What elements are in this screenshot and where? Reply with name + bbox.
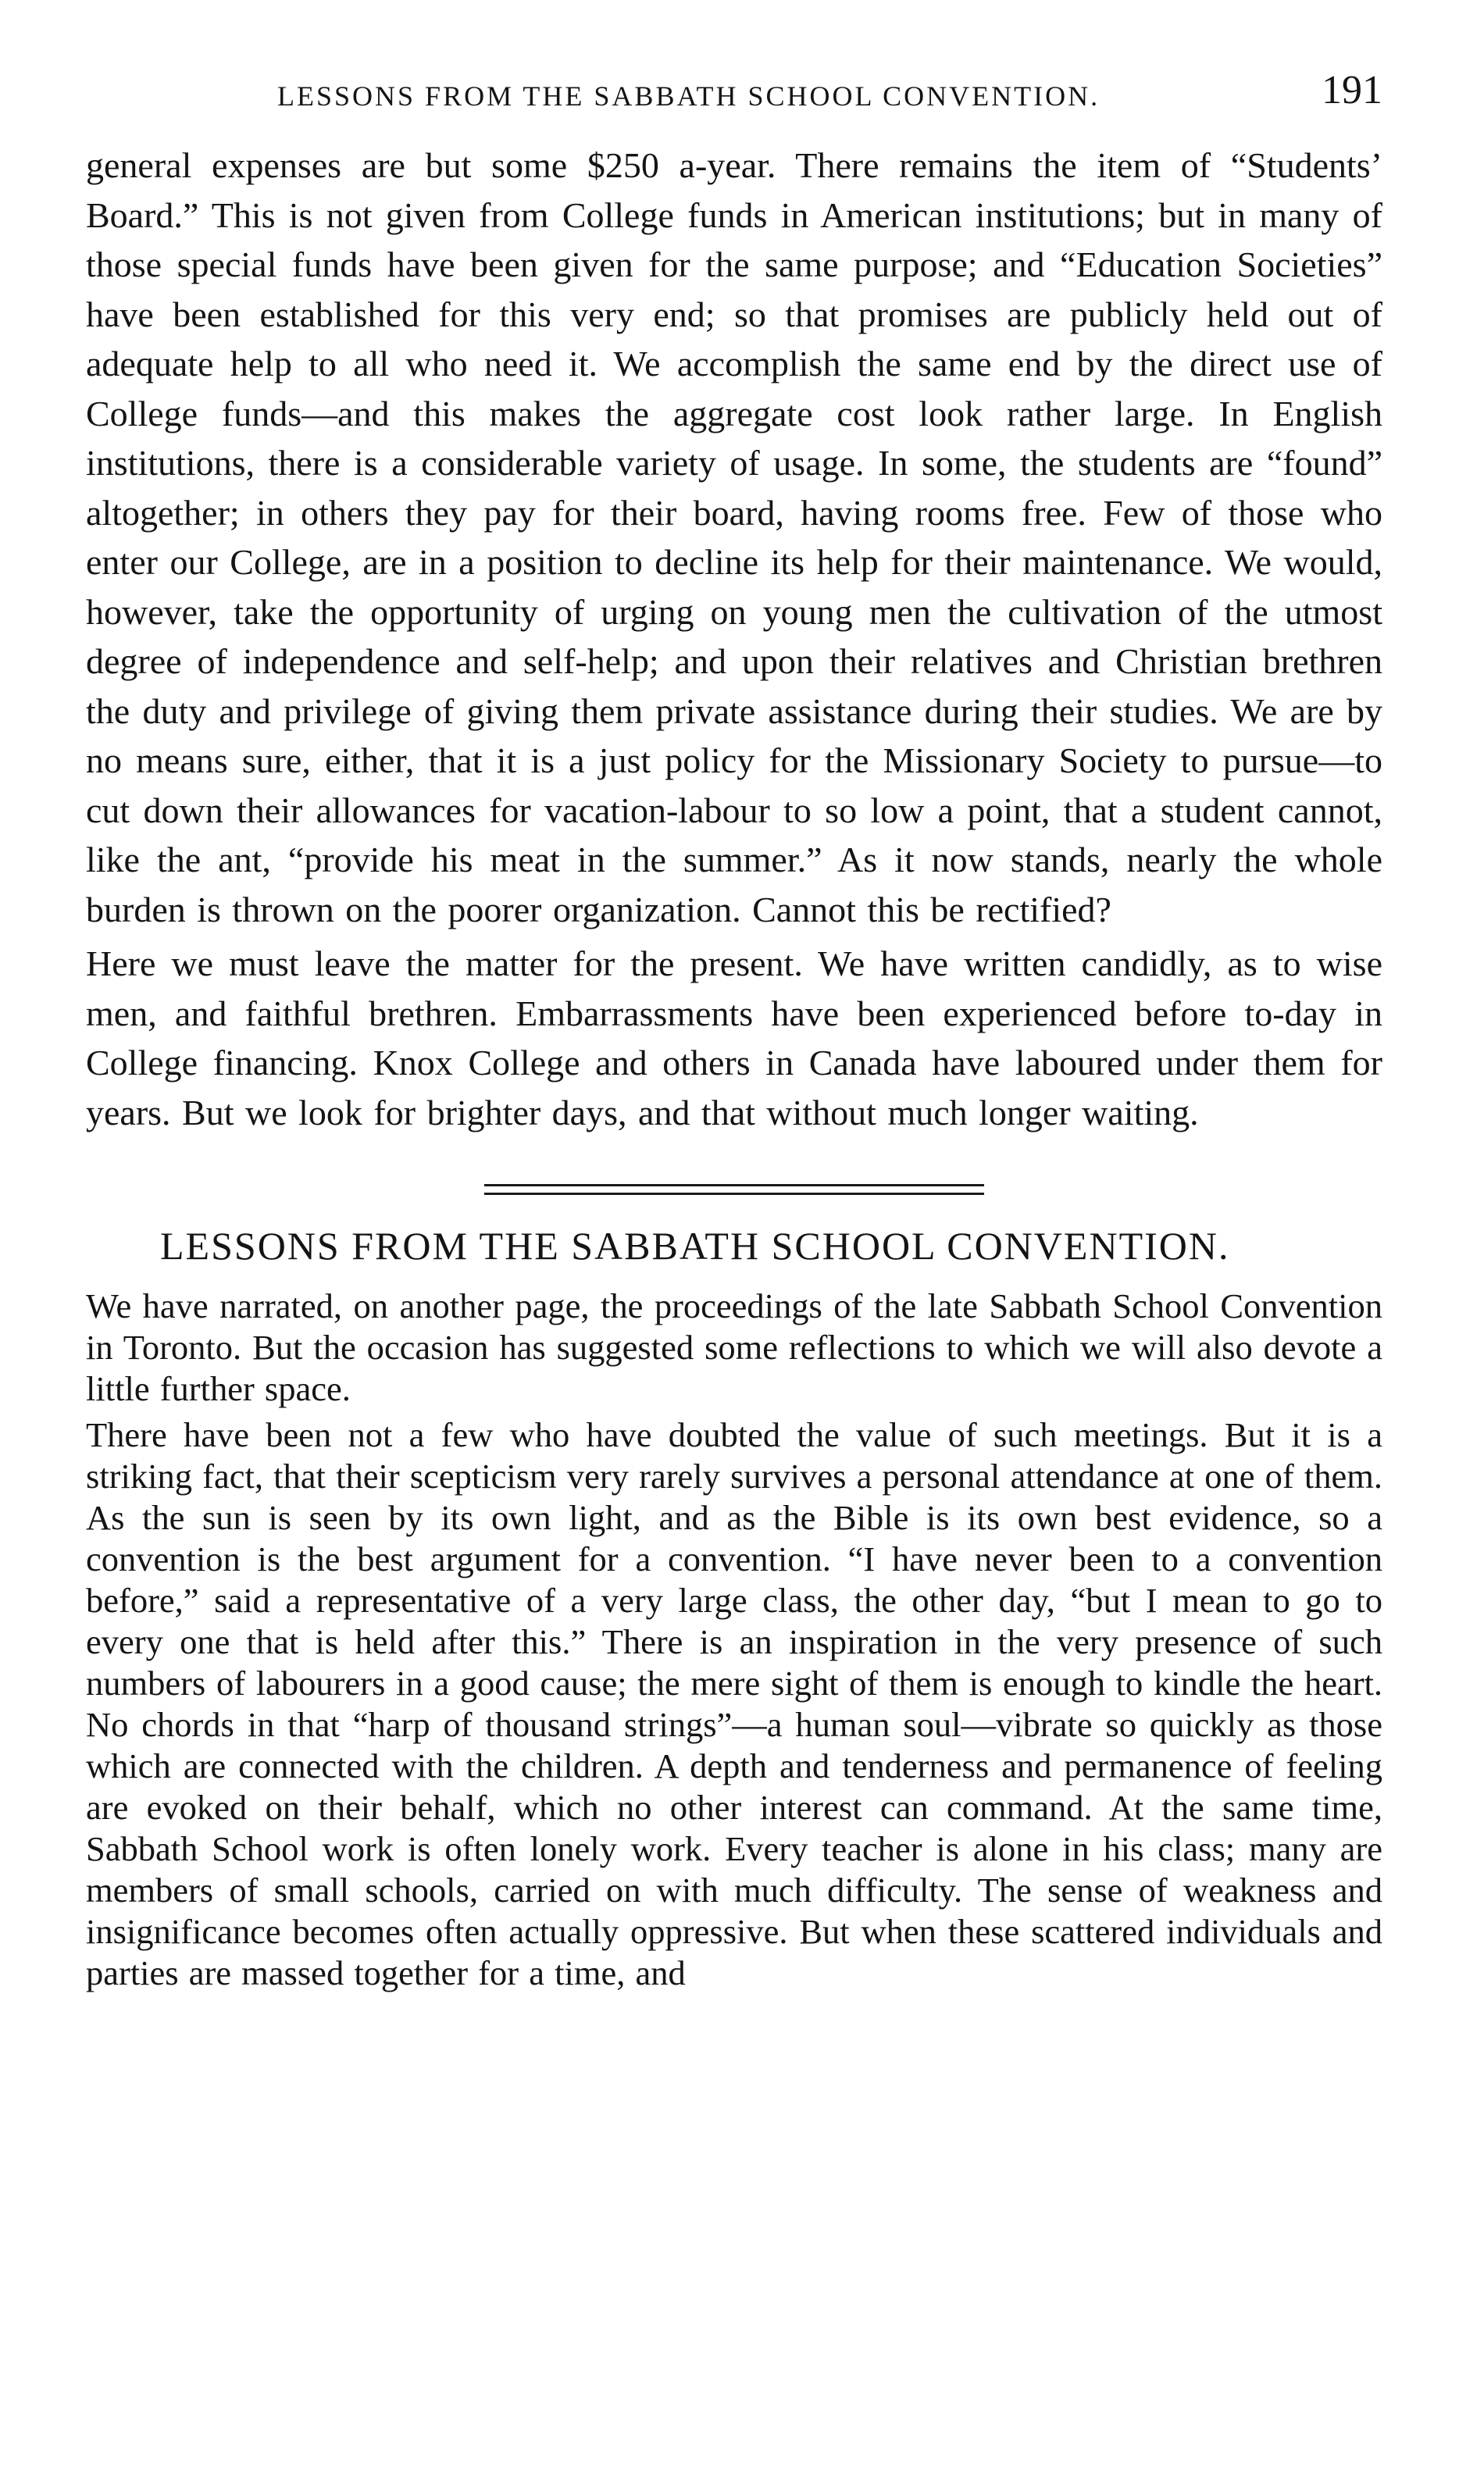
paragraph: There have been not a few who have doubted the value of such meetings. But it is a striking fact, that their scepticism very rarely survives a personal attendance at one of them. As the sun is seen by its own light, and as the Bible is its own best evidence, so a convention is the best argument for a convention. “I have never been to a convention before,” said a representative of a very large class, the other day, “but I mean to go to every one that is held after this.” There is an inspiration in the very presence of such numbers of labourers in a good cause; the mere sight of them is enough to kindle the heart. No chords in that “harp of thousand strings”—a human soul—vibrate so quickly as those which are connected with the children. A depth and tenderness and permanence of feeling are evoked on their behalf, which no other interest can command. At the same time, Sabbath School work is often lonely work. Every teacher is alone in his class; many are members of small schools, carried on with much difficulty. The sense of weakness and insignificance becomes often actually oppressive. But when these scattered individuals and parties are massed together for a time, and [86, 1415, 1382, 1992]
paragraph: Here we must leave the matter for the present. We have written candidly, as to wise men, and faithful brethren. Embarrassments have been experienced before to-day in College financing. Knox College and others in Canada have laboured under them for years. But we look for brighter days, and that without much longer waiting. [86, 943, 1382, 1132]
divider-line [484, 1184, 984, 1186]
section-divider [484, 1184, 984, 1195]
running-title: LESSONS FROM THE SABBATH SCHOOL CONVENTION. [277, 80, 1101, 112]
section-article [86, 1286, 1382, 1994]
running-head [86, 62, 1382, 125]
paragraph: general expenses are but some $250 a-year. There remains the item of “Students’ Board.” This is not given from College funds in American institutions; but in many of those special funds have been given for the same purpose; and “Education Societies” have been established for this very end; so that promises are publicly held out of adequate help to all who need it. We accomplish the same end by the direct use of College funds—and this makes the aggregate cost look rather large. In English institutions, there is a considerable variety of usage. In some, the students are “found” altogether; in others they pay for their board, having rooms free. Few of those who enter our College, are in a position to decline its help for their maintenance. We would, however, take the opportunity of urging on young men the cultivation of the utmost degree of independence and self-help; and upon their relatives and Christian brethren the duty and privilege of giving them private assistance during their studies. We are by no means sure, either, that it is a just policy for the Missionary Society to pursue—to cut down their allowances for vacation-labour to so low a point, that a student cannot, like the ant, “provide his meat in the summer.” As it now stands, nearly the whole burden is thrown on the poorer organization. Cannot this be rectified? [86, 145, 1382, 929]
section-title: LESSONS FROM THE SABBATH SCHOOL CONVENTION. [160, 1224, 1230, 1268]
paragraph: We have narrated, on another page, the proceedings of the late Sabbath School Convention in Toronto. But the occasion has suggested some reflections to which we will also devote a little further space. [86, 1286, 1382, 1408]
page-number: 191 [1322, 68, 1382, 112]
divider-line [484, 1193, 984, 1195]
continued-article [86, 141, 1382, 1137]
page [86, 62, 1382, 1994]
